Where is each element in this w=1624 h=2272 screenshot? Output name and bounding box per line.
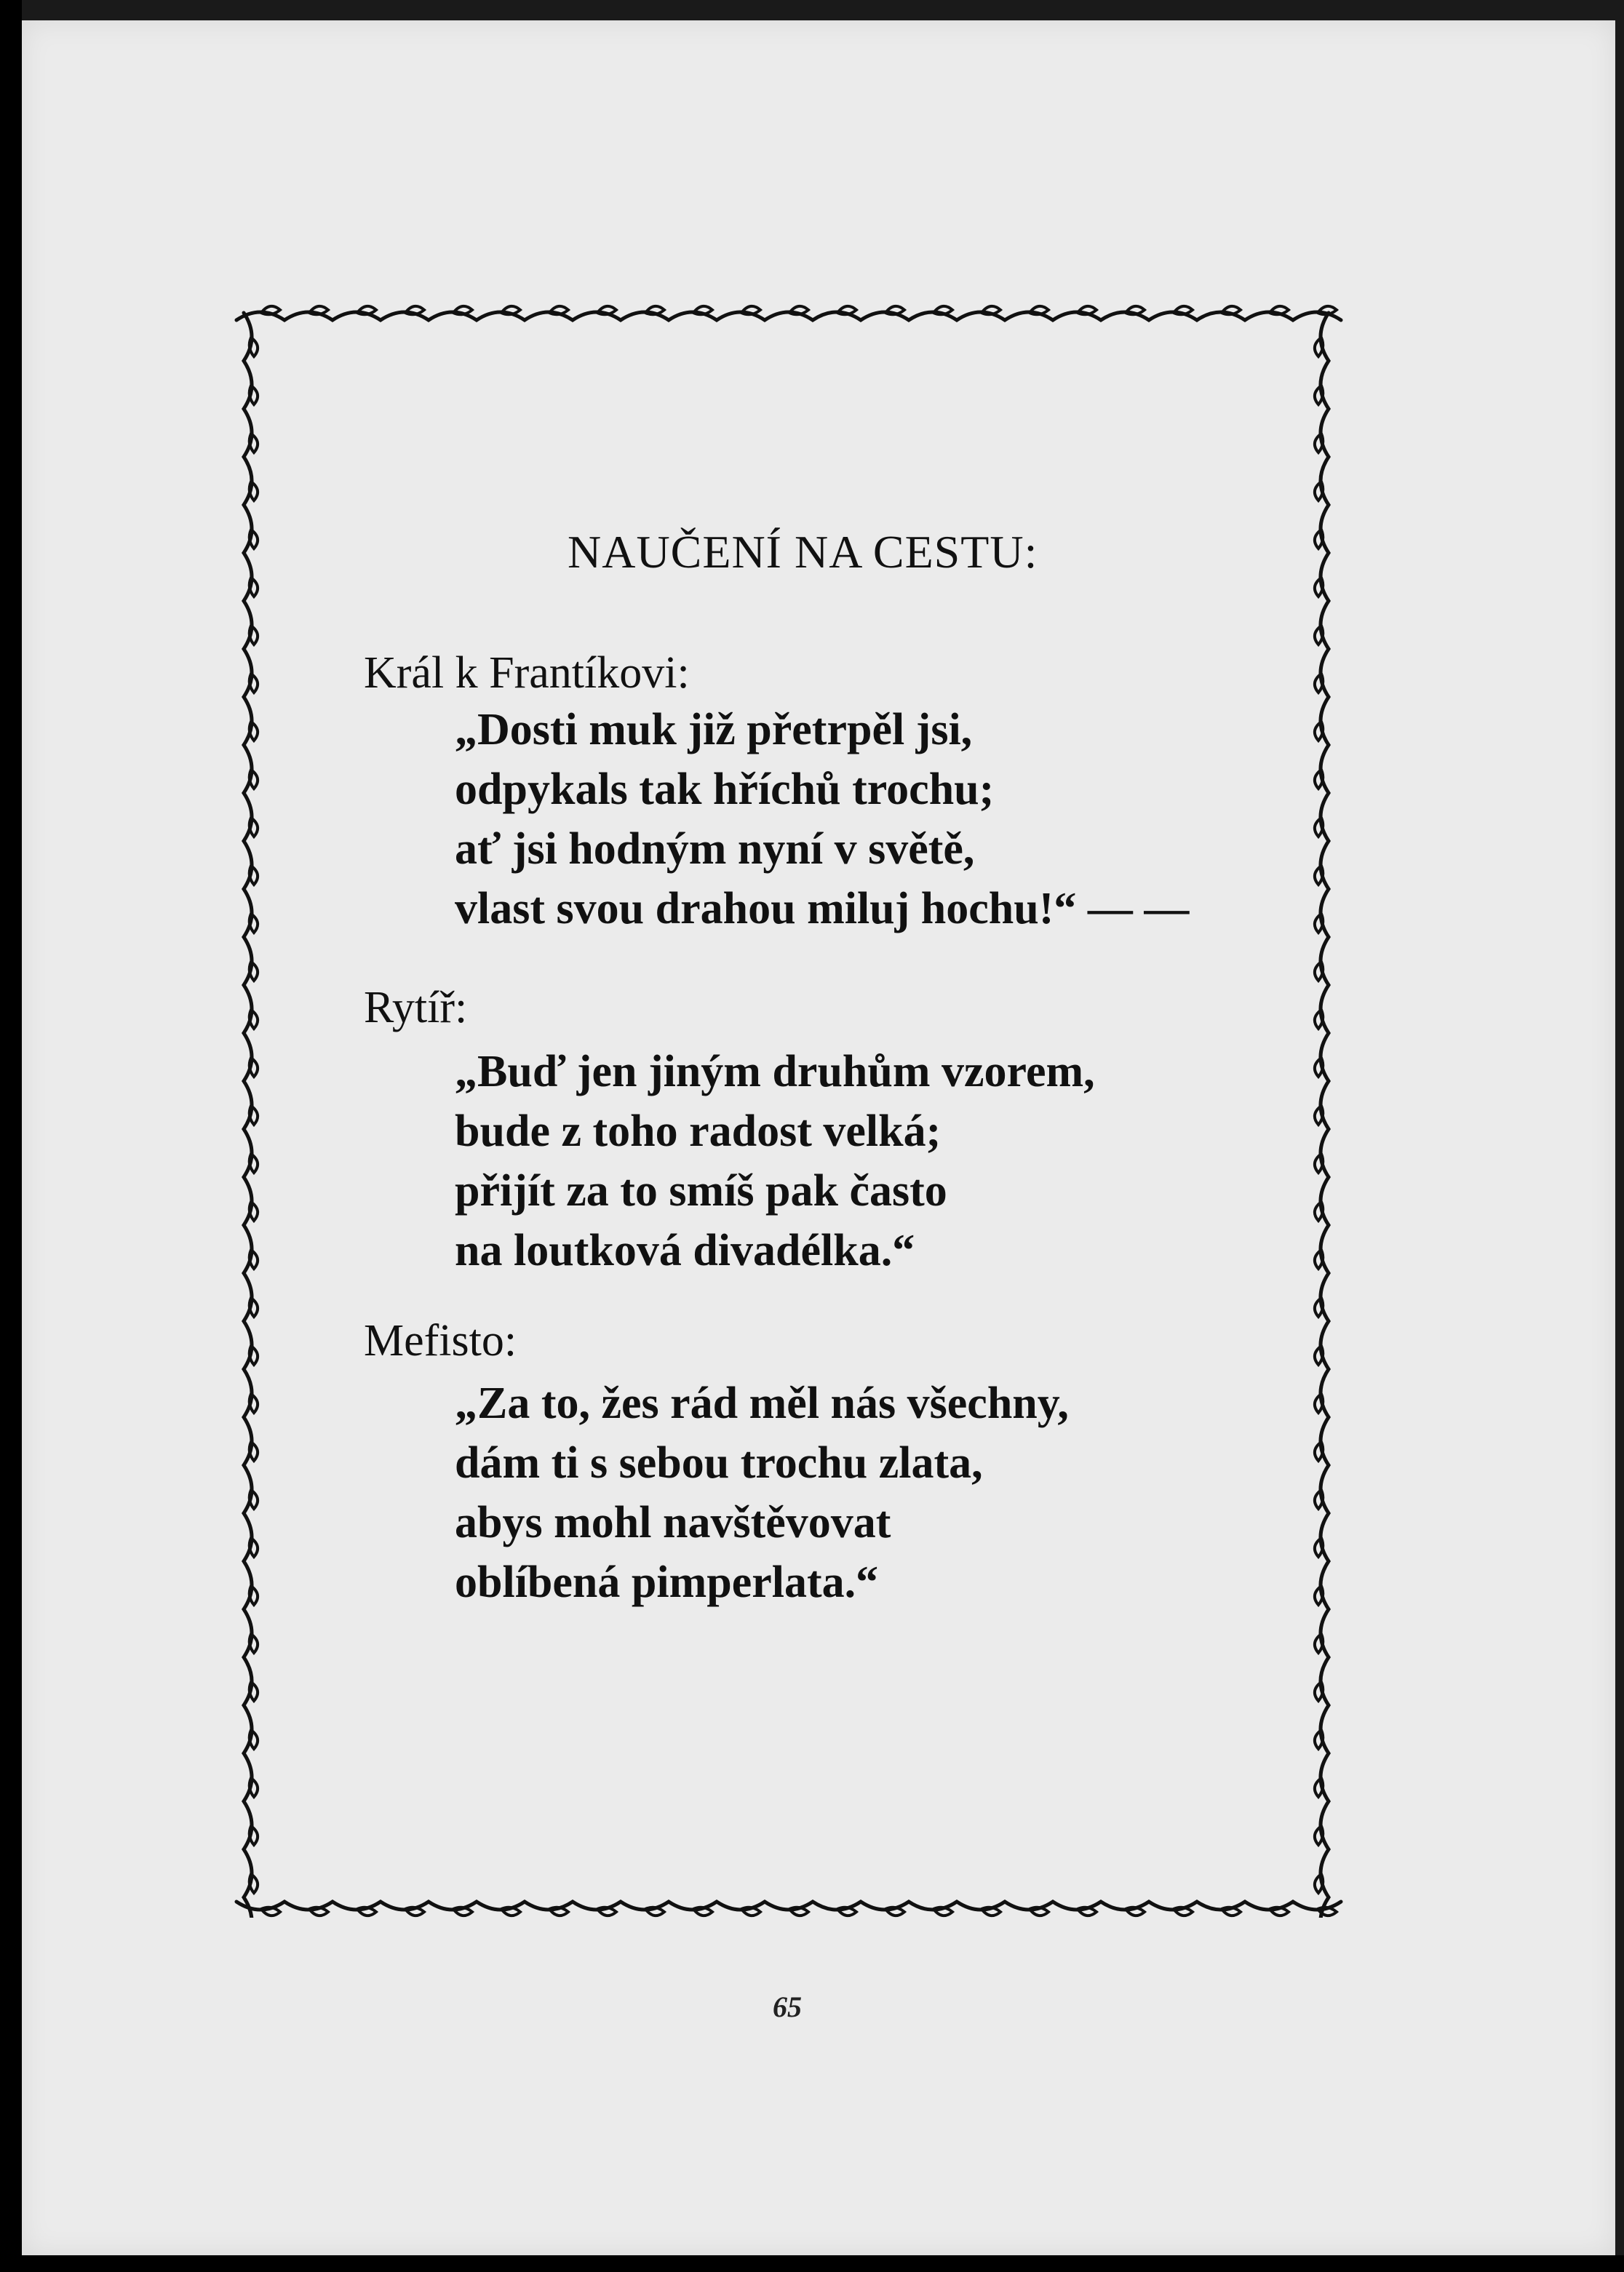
- vine-segment: [1030, 1908, 1048, 1916]
- vine-segment: [405, 306, 424, 314]
- vine-segment: [693, 306, 712, 314]
- verse-line: přijít za to smíš pak často: [455, 1166, 947, 1216]
- vine-segment: [309, 1908, 328, 1916]
- vine-segment: [261, 306, 280, 314]
- vine-segment: [250, 1682, 258, 1701]
- verse-line: ať jsi hodným nyní v světě,: [455, 824, 975, 874]
- vine-segment: [250, 1106, 258, 1125]
- speaker-mefisto: Mefisto:: [364, 1316, 517, 1366]
- vine-segment: [1078, 1908, 1096, 1916]
- scan-edge-left: [0, 0, 22, 2272]
- verse-line: dám ti s sebou trochu zlata,: [455, 1438, 983, 1488]
- stanza-knight: [455, 1042, 1095, 1280]
- vine-segment: [1315, 1250, 1323, 1269]
- vine-segment: [250, 386, 258, 404]
- vine-segment: [250, 1730, 258, 1749]
- verse-line: „Buď jen jiným druhům vzorem,: [455, 1047, 1095, 1096]
- vine-segment: [250, 1490, 258, 1509]
- vine-segment: [250, 626, 258, 645]
- verse-line: oblíbená pimperlata.“: [455, 1558, 879, 1607]
- vine-segment: [250, 962, 258, 981]
- vine-segment: [1315, 386, 1323, 404]
- vine-segment: [1270, 306, 1289, 314]
- vine-segment: [1126, 306, 1145, 314]
- vine-segment: [309, 306, 328, 314]
- vine-segment: [261, 1908, 280, 1916]
- vine-segment: [250, 578, 258, 597]
- vine-segment: [1315, 1394, 1323, 1413]
- vine-segment: [1315, 1442, 1323, 1461]
- vine-segment: [1174, 1908, 1193, 1916]
- vine-segment: [250, 1250, 258, 1269]
- vine-segment: [1315, 1826, 1323, 1845]
- vine-segment: [1315, 1298, 1323, 1317]
- poem-title: NAUČENÍ NA CESTU:: [568, 526, 1038, 578]
- verse-line: „Za to, žes rád měl nás všechny,: [455, 1379, 1069, 1428]
- vine-segment: [250, 434, 258, 453]
- vine-segment: [250, 1346, 258, 1365]
- verse-line: vlast svou drahou miluj hochu!“ — —: [455, 884, 1190, 933]
- vine-segment: [1315, 1634, 1323, 1653]
- vine-segment: [250, 770, 258, 789]
- vine-segment: [1315, 674, 1323, 693]
- verse-line: na loutková divadélka.“: [455, 1226, 915, 1275]
- vine-segment: [1315, 1778, 1323, 1797]
- vine-segment: [250, 1826, 258, 1845]
- vine-segment: [1315, 1154, 1323, 1173]
- vine-segment: [250, 530, 258, 549]
- vine-segment: [1315, 1586, 1323, 1605]
- vine-segment: [1315, 1874, 1323, 1893]
- vine-segment: [934, 306, 952, 314]
- vine-segment: [250, 1874, 258, 1893]
- vine-segment: [250, 1394, 258, 1413]
- vine-segment: [250, 1154, 258, 1173]
- vine-segment: [501, 1908, 520, 1916]
- vine-segment: [250, 674, 258, 693]
- vine-segment: [837, 1908, 856, 1916]
- speaker-king: Král k Frantíkovi:: [364, 648, 690, 698]
- vine-segment: [1078, 306, 1096, 314]
- vine-segment: [1222, 306, 1241, 314]
- vine-segment: [250, 1202, 258, 1221]
- vine-segment: [250, 1442, 258, 1461]
- vine-segment: [549, 1908, 568, 1916]
- vine-segment: [1030, 306, 1048, 314]
- vine-segment: [250, 338, 258, 356]
- vine-segment: [1315, 1682, 1323, 1701]
- page-number: 65: [773, 1990, 802, 2023]
- vine-segment: [250, 866, 258, 885]
- vine-segment: [1315, 1010, 1323, 1029]
- vine-segment: [645, 306, 664, 314]
- vine-segment: [1315, 1202, 1323, 1221]
- stanza-king: [455, 700, 1189, 938]
- vine-segment: [250, 722, 258, 741]
- vine-segment: [1270, 1908, 1289, 1916]
- vine-segment: [250, 818, 258, 837]
- vine-segment: [1315, 866, 1323, 885]
- vine-segment: [1126, 1908, 1145, 1916]
- vine-segment: [982, 1908, 1000, 1916]
- vine-segment: [250, 1538, 258, 1557]
- vine-segment: [1315, 962, 1323, 981]
- stanza-mefisto: [455, 1374, 1069, 1612]
- vine-segment: [741, 306, 760, 314]
- vine-segment: [1315, 770, 1323, 789]
- verse-line: odpykals tak hříchů trochu;: [455, 765, 995, 814]
- vine-segment: [1315, 338, 1323, 356]
- vine-segment: [250, 1058, 258, 1077]
- vine-segment: [1315, 1730, 1323, 1749]
- vine-segment: [405, 1908, 424, 1916]
- vine-segment: [597, 306, 616, 314]
- verse-line: bude z toho radost velká;: [455, 1107, 942, 1156]
- vine-segment: [501, 306, 520, 314]
- vine-segment: [1315, 1106, 1323, 1125]
- vine-segment: [1315, 1538, 1323, 1557]
- vine-segment: [453, 1908, 472, 1916]
- vine-segment: [645, 1908, 664, 1916]
- vine-segment: [1315, 1346, 1323, 1365]
- vine-segment: [885, 306, 904, 314]
- vine-segment: [693, 1908, 712, 1916]
- vine-segment: [789, 306, 808, 314]
- vine-segment: [250, 1298, 258, 1317]
- vine-segment: [357, 1908, 376, 1916]
- vine-segment: [250, 1010, 258, 1029]
- vine-segment: [789, 1908, 808, 1916]
- vine-segment: [1315, 722, 1323, 741]
- vine-segment: [837, 306, 856, 314]
- vine-segment: [357, 306, 376, 314]
- vine-segment: [1315, 626, 1323, 645]
- vine-segment: [1222, 1908, 1241, 1916]
- vine-segment: [1315, 914, 1323, 933]
- vine-segment: [250, 1778, 258, 1797]
- vine-segment: [1315, 1490, 1323, 1509]
- vine-segment: [885, 1908, 904, 1916]
- vine-segment: [1315, 1058, 1323, 1077]
- vine-segment: [549, 306, 568, 314]
- vine-segment: [1315, 578, 1323, 597]
- vine-segment: [250, 914, 258, 933]
- scan-edge-bottom: [0, 2255, 1624, 2272]
- vine-segment: [1315, 818, 1323, 837]
- vine-segment: [250, 482, 258, 501]
- verse-line: abys mohl navštěvovat: [455, 1498, 891, 1547]
- vine-segment: [453, 306, 472, 314]
- vine-segment: [250, 1634, 258, 1653]
- speaker-knight: Rytíř:: [364, 983, 468, 1032]
- vine-segment: [1315, 482, 1323, 501]
- vine-segment: [250, 1586, 258, 1605]
- vine-segment: [1315, 434, 1323, 453]
- verse-line: „Dosti muk již přetrpěl jsi,: [455, 705, 973, 754]
- vine-segment: [1315, 530, 1323, 549]
- vine-segment: [934, 1908, 952, 1916]
- vine-segment: [1174, 306, 1193, 314]
- vine-segment: [741, 1908, 760, 1916]
- vine-segment: [597, 1908, 616, 1916]
- vine-segment: [982, 306, 1000, 314]
